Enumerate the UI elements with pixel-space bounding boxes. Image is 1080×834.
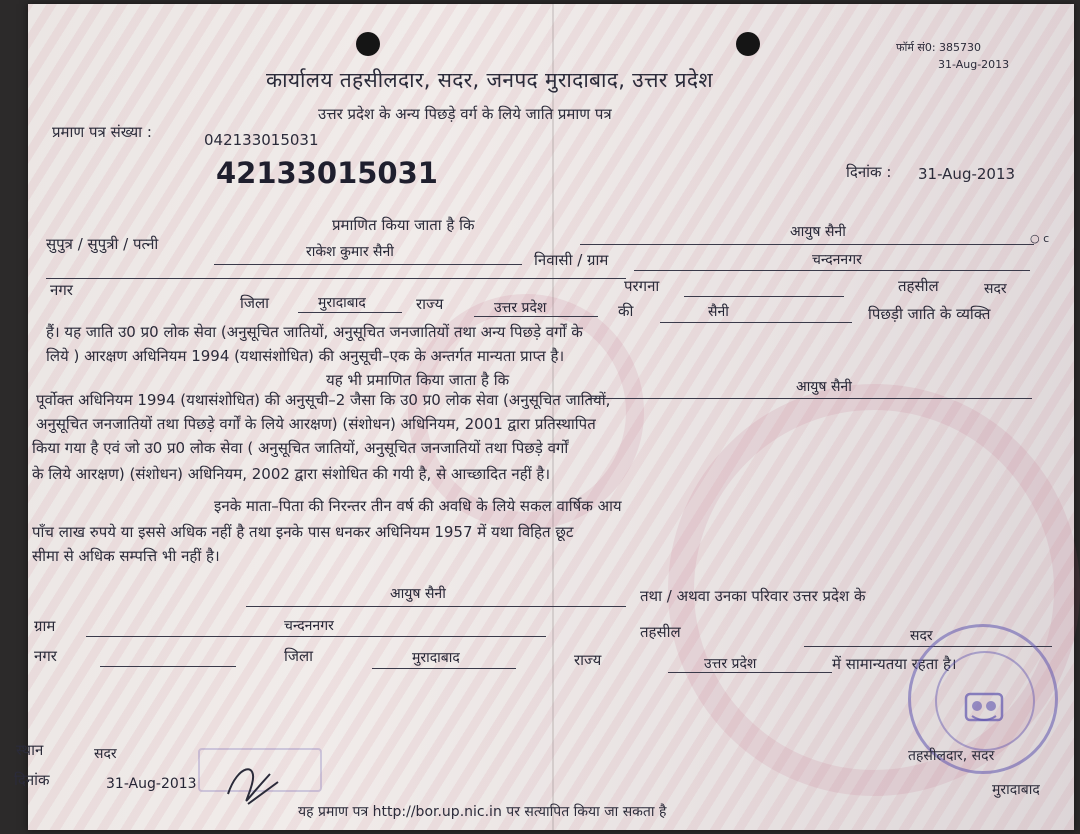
row-rule <box>46 278 626 279</box>
city-label-2: नगर <box>34 647 57 665</box>
district2-underline <box>372 668 516 669</box>
state-label-2: राज्य <box>574 651 602 669</box>
pargana-label: परगना <box>624 277 660 295</box>
bottom-date-label: दिनांक <box>14 771 50 789</box>
gram-label: ग्राम <box>34 617 56 635</box>
ring-mark: ○ c <box>1030 232 1050 245</box>
village-value-2: चन्दननगर <box>284 618 334 634</box>
verification-note: यह प्रमाण पत्र http://bor.up.nic.in पर सत्यापित किया जा सकता है <box>298 804 667 820</box>
caste-underline <box>660 322 852 323</box>
tehsil-value-2: सदर <box>910 628 933 644</box>
cert-number-small: 042133015031 <box>204 131 319 149</box>
name3-underline <box>246 606 626 607</box>
punch-hole-left <box>356 32 380 56</box>
signatory-place: मुरादाबाद <box>992 782 1040 798</box>
para1-line1: हैं। यह जाति उ0 प्र0 लोक सेवा (अनुसूचित जातियों, अनुसूचित जनजातियों तथा अन्य पिछड़े वर्गों के <box>46 323 583 341</box>
village2-underline <box>86 636 546 637</box>
village-underline <box>634 270 1030 271</box>
signatory-title: तहसीलदार, सदर <box>908 748 995 764</box>
person-name-2: आयुष सैनी <box>796 379 852 395</box>
name-underline <box>580 244 1034 245</box>
person-name-3: आयुष सैनी <box>390 586 446 602</box>
place-value: सदर <box>94 746 117 762</box>
father-underline <box>214 264 522 265</box>
bottom-date-value: 31-Aug-2013 <box>106 776 197 792</box>
family-text: तथा / अथवा उनका परिवार उत्तर प्रदेश के <box>640 587 866 605</box>
caste-value: सैनी <box>708 304 729 320</box>
para3-line2: पाँच लाख रुपये या इससे अधिक नहीं है तथा इनके पास धनकर अधिनियम 1957 में यथा विहित छूट <box>32 523 574 541</box>
form-date: 31-Aug-2013 <box>938 58 1010 71</box>
para2-line2: अनुसूचित जनजातियों तथा पिछड़े वर्गों के लिये आरक्षण) (संशोधन) अधिनियम, 2001 द्वारा प्रतिस्थापित <box>36 415 596 433</box>
father-name: राकेश कुमार सैनी <box>306 244 394 260</box>
district-label: जिला <box>240 294 270 312</box>
cert-number-large: 42133015031 <box>216 156 438 190</box>
tehsil-label-2: तहसील <box>640 623 681 641</box>
para1-line2: लिये ) आरक्षण अधिनियम 1994 (यथासंशोधित) की अनुसूची–एक के अन्तर्गत मान्यता प्राप्त है। <box>46 347 565 365</box>
form-number: फॉर्म सं0: 385730 <box>896 41 982 54</box>
district-value-2: मुरादाबाद <box>412 650 460 666</box>
date-value: 31-Aug-2013 <box>918 165 1016 183</box>
district-value: मुरादाबाद <box>318 295 366 311</box>
certificate-paper <box>14 4 1074 830</box>
state-underline <box>474 316 598 317</box>
punch-hole-right <box>736 32 760 56</box>
person-name: आयुष सैनी <box>790 224 846 240</box>
relation-label: सुपुत्र / सुपुत्री / पत्नी <box>46 235 159 253</box>
certificate-subtitle: उत्तर प्रदेश के अन्य पिछड़े वर्ग के लिये जाति प्रमाण पत्र <box>318 105 612 123</box>
para2-line3: किया गया है एवं जो उ0 प्र0 लोक सेवा ( अनुसूचित जातियों, अनुसूचित जनजातियों तथा पिछड़े वर्गों <box>32 439 569 457</box>
tehsil-label: तहसील <box>898 277 939 295</box>
signature <box>218 754 288 814</box>
certified-text: प्रमाणित किया जाता है कि <box>332 216 475 234</box>
village-value: चन्दननगर <box>812 252 862 268</box>
resides-text: में सामान्यतया रहता है। <box>832 655 957 673</box>
para2-line4: के लिये आरक्षण) (संशोधन) अधिनियम, 2002 द्वारा संशोधित की गयी है, से आच्छादित नहीं है। <box>32 465 551 483</box>
tehsil-value: सदर <box>984 281 1007 297</box>
district-label-2: जिला <box>284 647 314 665</box>
also-certified-text: यह भी प्रमाणित किया जाता है कि <box>326 371 510 389</box>
para3-line3: सीमा से अधिक सम्पत्ति भी नहीं है। <box>32 547 220 565</box>
pargana-underline <box>684 296 844 297</box>
resident-label: निवासी / ग्राम <box>534 251 609 269</box>
cert-number-label: प्रमाण पत्र संख्या : <box>52 123 152 141</box>
state-value-2: उत्तर प्रदेश <box>704 656 757 672</box>
state2-underline <box>668 672 832 673</box>
city2-underline <box>100 666 236 667</box>
state-label: राज्य <box>416 295 444 313</box>
backward-text: पिछड़ी जाति के व्यक्ति <box>868 305 991 323</box>
of-text: की <box>618 302 634 320</box>
office-title: कार्यालय तहसीलदार, सदर, जनपद मुरादाबाद, उत्तर प्रदेश <box>266 68 713 92</box>
date-label: दिनांक : <box>846 163 892 181</box>
para2-line1: पूर्वोक्त अधिनियम 1994 (यथासंशोधित) की अनुसूची–2 जैसा कि उ0 प्र0 लोक सेवा (अनुसूचित जातियों, <box>36 391 611 409</box>
place-label: स्थान <box>16 741 44 759</box>
city-label: नगर <box>50 281 73 299</box>
district-underline <box>298 312 402 313</box>
state-emblem-icon <box>962 684 1006 728</box>
state-value: उत्तर प्रदेश <box>494 300 547 316</box>
para3-line1: इनके माता–पिता की निरन्तर तीन वर्ष की अवधि के लिये सकल वार्षिक आय <box>214 497 622 515</box>
name2-underline <box>588 398 1032 399</box>
